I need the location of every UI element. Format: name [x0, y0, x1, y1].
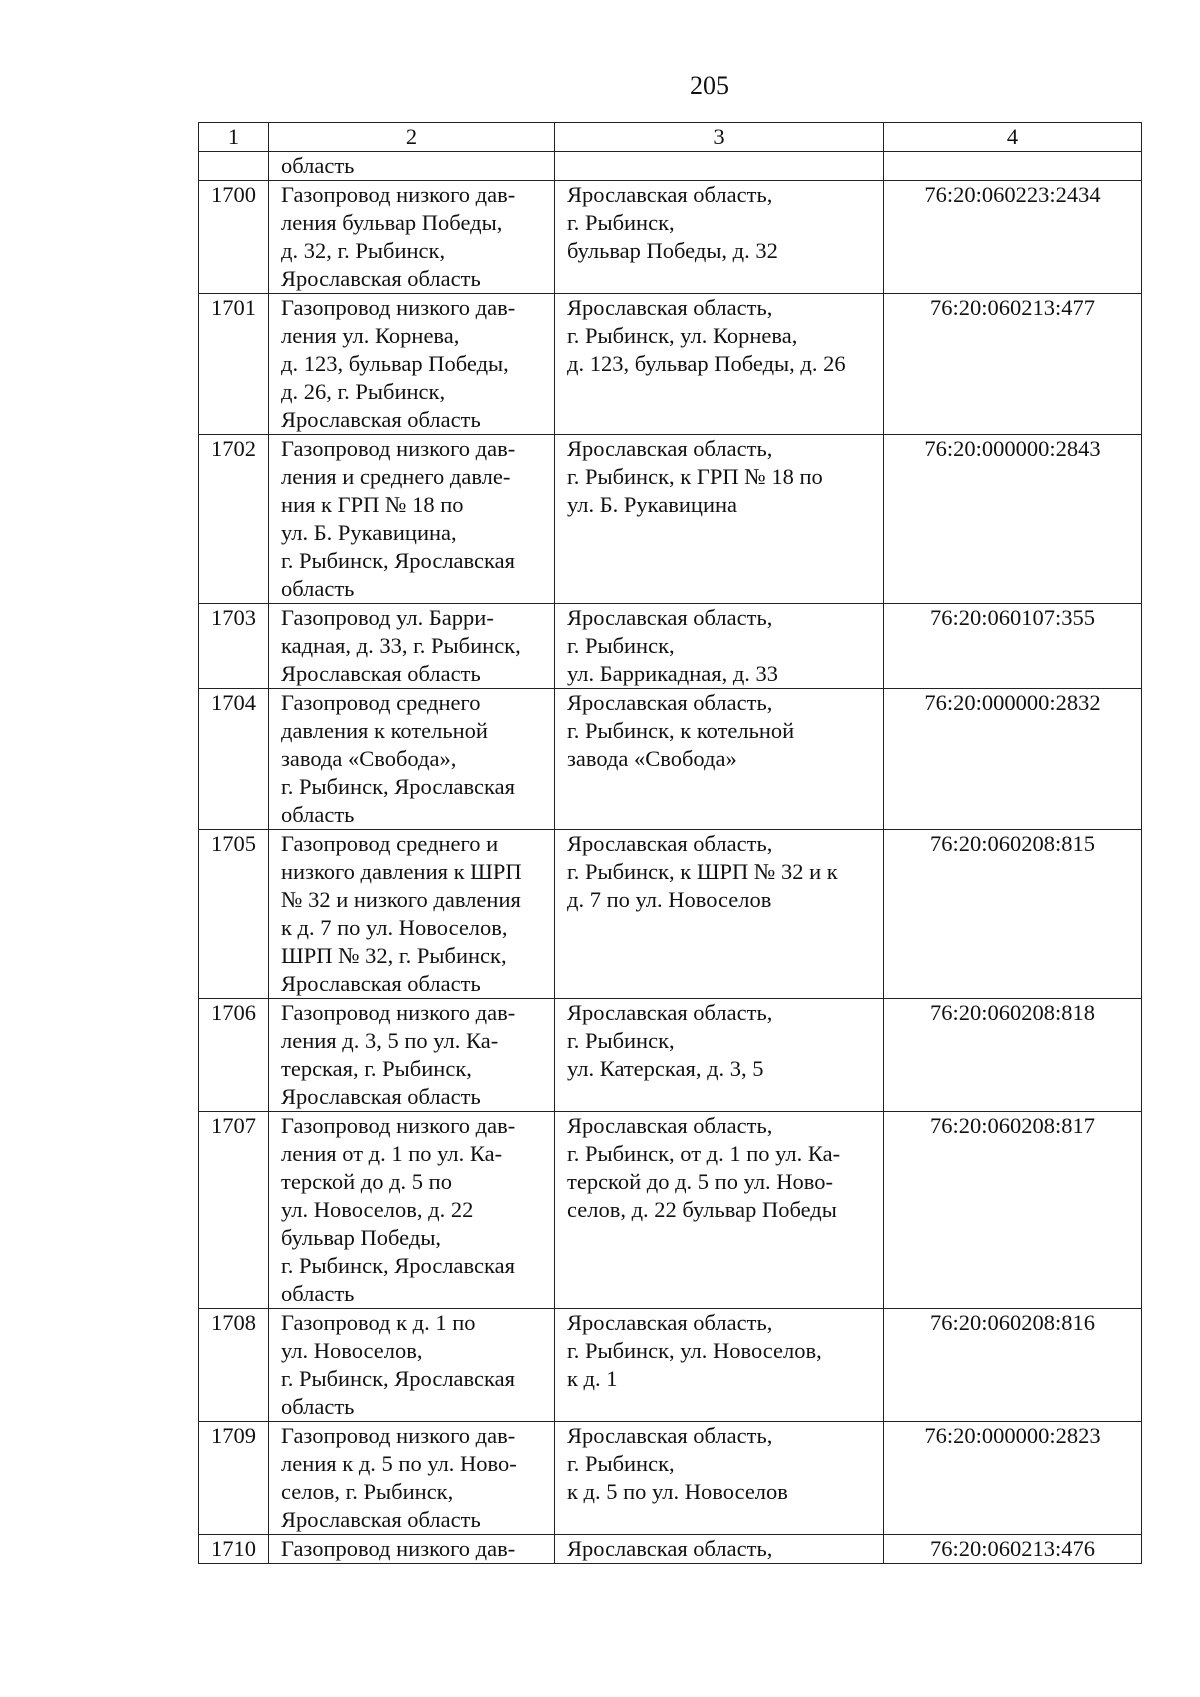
object-name-line: ул. Б. Рукавицина,: [281, 520, 457, 545]
table-row: [199, 1535, 1142, 1564]
object-address: [555, 294, 884, 435]
object-name-line: д. 123, бульвар Победы,: [281, 351, 509, 376]
object-name: [269, 181, 555, 294]
column-header-3: 3: [555, 123, 884, 152]
object-name-line: Газопровод среднего и: [281, 831, 499, 856]
object-name: [269, 1535, 555, 1564]
object-address: [555, 1535, 884, 1564]
object-name-line: Ярославская область: [281, 1084, 481, 1109]
object-name-line: Газопровод к д. 1 по: [281, 1310, 476, 1335]
cadastral-number: 76:20:000000:2823: [884, 1422, 1142, 1535]
object-name-line: Газопровод низкого дав-: [281, 1000, 516, 1025]
header-row: [199, 123, 1142, 152]
table-row: [199, 1422, 1142, 1535]
object-address-line: к д. 1: [567, 1366, 618, 1391]
object-address: [555, 1112, 884, 1309]
table-row: [199, 181, 1142, 294]
object-address-line: Ярославская область,: [567, 690, 773, 715]
object-address-line: ул. Баррикадная, д. 33: [567, 661, 779, 686]
object-name-line: г. Рыбинск, Ярославская: [281, 774, 515, 799]
object-address-line: Ярославская область,: [567, 1000, 773, 1025]
object-name-line: область: [281, 802, 355, 827]
object-name-line: д. 32, г. Рыбинск,: [281, 238, 446, 263]
object-address-line: ул. Катерская, д. 3, 5: [567, 1056, 764, 1081]
object-address: [555, 604, 884, 689]
object-address-line: Ярославская область,: [567, 605, 773, 630]
object-name-line: Газопровод низкого дав-: [281, 1536, 516, 1561]
cadastral-number: 76:20:000000:2843: [884, 435, 1142, 604]
cadastral-number: [884, 152, 1142, 181]
object-name-line: д. 26, г. Рыбинск,: [281, 379, 446, 404]
object-name-line: Газопровод низкого дав-: [281, 1423, 516, 1448]
row-number: 1702: [199, 435, 269, 604]
object-address: [555, 830, 884, 999]
object-address-line: бульвар Победы, д. 32: [567, 238, 778, 263]
object-address-line: г. Рыбинск, к ГРП № 18 по: [567, 464, 823, 489]
table-row: [199, 1309, 1142, 1422]
row-number: [199, 152, 269, 181]
table-row: [199, 435, 1142, 604]
object-address: [555, 689, 884, 830]
object-name-line: селов, г. Рыбинск,: [281, 1479, 454, 1504]
object-address: [555, 152, 884, 181]
object-name-line: ния к ГРП № 18 по: [281, 492, 464, 517]
object-name-line: завода «Свобода»,: [281, 746, 457, 771]
table-row: [199, 689, 1142, 830]
object-address-line: Ярославская область,: [567, 182, 773, 207]
row-number: 1705: [199, 830, 269, 999]
object-name: [269, 435, 555, 604]
column-header-4: 4: [884, 123, 1142, 152]
object-name-line: Газопровод низкого дав-: [281, 182, 516, 207]
row-number: 1709: [199, 1422, 269, 1535]
object-address: [555, 999, 884, 1112]
object-address-line: Ярославская область,: [567, 1423, 773, 1448]
cadastral-number: 76:20:060208:817: [884, 1112, 1142, 1309]
object-name-line: Газопровод низкого дав-: [281, 295, 516, 320]
object-address-line: терской до д. 5 по ул. Ново-: [567, 1169, 834, 1194]
object-address-line: завода «Свобода»: [567, 746, 737, 771]
object-name-line: давления к котельной: [281, 718, 488, 743]
object-name-line: терская, г. Рыбинск,: [281, 1056, 472, 1081]
object-name-line: область: [281, 576, 355, 601]
cadastral-number: 76:20:060208:818: [884, 999, 1142, 1112]
object-address-line: г. Рыбинск,: [567, 1451, 675, 1476]
object-name: [269, 999, 555, 1112]
object-name-line: Ярославская область: [281, 661, 481, 686]
object-name-line: область: [281, 153, 355, 178]
object-address: [555, 181, 884, 294]
table-row: [199, 604, 1142, 689]
object-name-line: область: [281, 1394, 355, 1419]
column-header-2: 2: [269, 123, 555, 152]
object-address-line: Ярославская область,: [567, 1113, 773, 1138]
object-address: [555, 1422, 884, 1535]
object-name: [269, 152, 555, 181]
object-name: [269, 604, 555, 689]
object-name-line: ления д. 3, 5 по ул. Ка-: [281, 1028, 499, 1053]
object-address-line: Ярославская область,: [567, 831, 773, 856]
cadastral-number: 76:20:060213:476: [884, 1535, 1142, 1564]
object-name-line: Газопровод низкого дав-: [281, 436, 516, 461]
object-name: [269, 830, 555, 999]
object-address-line: г. Рыбинск,: [567, 1028, 675, 1053]
cadastral-number: 76:20:060208:815: [884, 830, 1142, 999]
table-row: [199, 999, 1142, 1112]
object-name-line: область: [281, 1281, 355, 1306]
registry-table: [198, 122, 1142, 1564]
row-number: 1700: [199, 181, 269, 294]
cadastral-number: 76:20:000000:2832: [884, 689, 1142, 830]
object-address: [555, 1309, 884, 1422]
cadastral-number: 76:20:060213:477: [884, 294, 1142, 435]
object-name-line: г. Рыбинск, Ярославская: [281, 1253, 515, 1278]
object-name-line: кадная, д. 33, г. Рыбинск,: [281, 633, 521, 658]
row-number: 1706: [199, 999, 269, 1112]
object-address-line: Ярославская область,: [567, 1536, 773, 1561]
object-address-line: ул. Б. Рукавицина: [567, 492, 738, 517]
object-address-line: Ярославская область,: [567, 1310, 773, 1335]
object-name-line: г. Рыбинск, Ярославская: [281, 1366, 515, 1391]
object-name: [269, 294, 555, 435]
object-name: [269, 1422, 555, 1535]
table-row: [199, 294, 1142, 435]
column-header-1: 1: [199, 123, 269, 152]
object-address-line: д. 7 по ул. Новоселов: [567, 887, 772, 912]
object-name-line: Ярославская область: [281, 266, 481, 291]
table-row: [199, 1112, 1142, 1309]
object-name-line: Ярославская область: [281, 971, 481, 996]
object-name-line: низкого давления к ШРП: [281, 859, 522, 884]
object-address-line: д. 123, бульвар Победы, д. 26: [567, 351, 846, 376]
object-name-line: ления бульвар Победы,: [281, 210, 503, 235]
row-number: 1708: [199, 1309, 269, 1422]
object-address-line: г. Рыбинск,: [567, 633, 675, 658]
object-address-line: г. Рыбинск, ул. Корнева,: [567, 323, 798, 348]
object-name-line: Газопровод низкого дав-: [281, 1113, 516, 1138]
object-address-line: Ярославская область,: [567, 295, 773, 320]
object-name-line: к д. 7 по ул. Новоселов,: [281, 915, 508, 940]
cadastral-number: 76:20:060107:355: [884, 604, 1142, 689]
object-address-line: г. Рыбинск,: [567, 210, 675, 235]
object-name-line: Газопровод ул. Барри-: [281, 605, 494, 630]
object-address-line: г. Рыбинск, от д. 1 по ул. Ка-: [567, 1141, 841, 1166]
object-name: [269, 1112, 555, 1309]
object-address-line: г. Рыбинск, к ШРП № 32 и к: [567, 859, 838, 884]
cadastral-number: 76:20:060223:2434: [884, 181, 1142, 294]
object-address-line: г. Рыбинск, ул. Новоселов,: [567, 1338, 822, 1363]
object-name-line: Газопровод среднего: [281, 690, 481, 715]
row-number: 1707: [199, 1112, 269, 1309]
continuation-row: [199, 152, 1142, 181]
object-name-line: терской до д. 5 по: [281, 1169, 452, 1194]
row-number: 1701: [199, 294, 269, 435]
object-address-line: г. Рыбинск, к котельной: [567, 718, 795, 743]
row-number: 1704: [199, 689, 269, 830]
object-address: [555, 435, 884, 604]
object-address-line: к д. 5 по ул. Новоселов: [567, 1479, 788, 1504]
object-address-line: селов, д. 22 бульвар Победы: [567, 1197, 837, 1222]
row-number: 1710: [199, 1535, 269, 1564]
object-name-line: № 32 и низкого давления: [281, 887, 521, 912]
table-row: [199, 830, 1142, 999]
object-name: [269, 1309, 555, 1422]
object-name-line: Ярославская область: [281, 407, 481, 432]
object-name-line: ул. Новоселов,: [281, 1338, 423, 1363]
object-name-line: ления от д. 1 по ул. Ка-: [281, 1141, 503, 1166]
object-name-line: ШРП № 32, г. Рыбинск,: [281, 943, 507, 968]
object-address-line: Ярославская область,: [567, 436, 773, 461]
object-name: [269, 689, 555, 830]
object-name-line: ул. Новоселов, д. 22: [281, 1197, 474, 1222]
object-name-line: ления и среднего давле-: [281, 464, 511, 489]
page-number: 205: [690, 71, 729, 100]
object-name-line: Ярославская область: [281, 1507, 481, 1532]
object-name-line: ления ул. Корнева,: [281, 323, 460, 348]
row-number: 1703: [199, 604, 269, 689]
object-name-line: г. Рыбинск, Ярославская: [281, 548, 515, 573]
cadastral-number: 76:20:060208:816: [884, 1309, 1142, 1422]
object-name-line: бульвар Победы,: [281, 1225, 442, 1250]
registry-table-body: [199, 123, 1142, 1564]
object-name-line: ления к д. 5 по ул. Ново-: [281, 1451, 517, 1476]
